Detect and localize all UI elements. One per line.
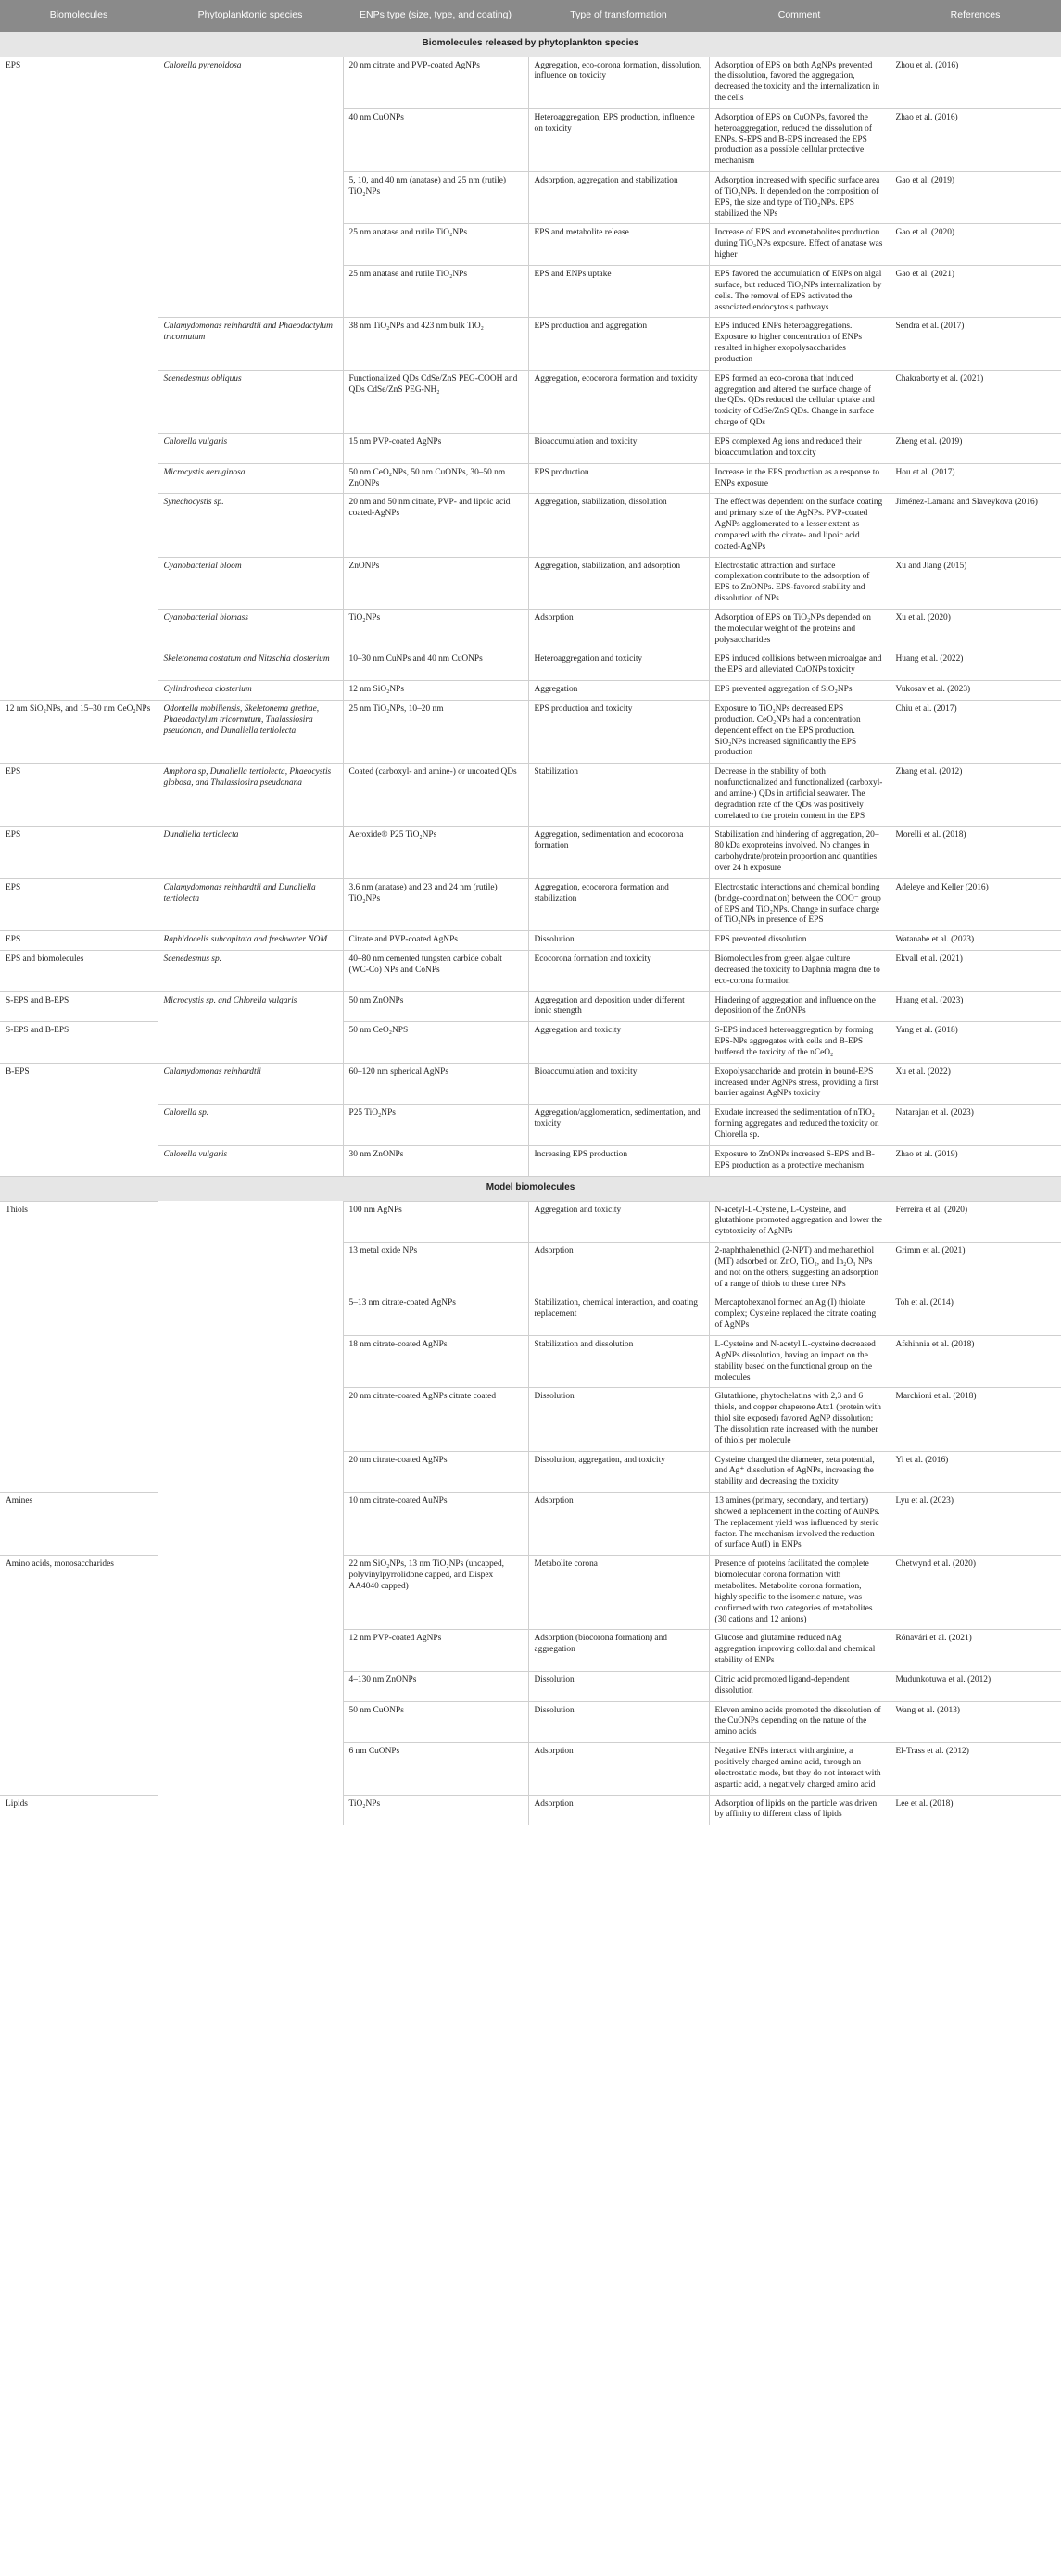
cell-enps-type: 20 nm and 50 nm citrate, PVP- and lipoic acid coated-AgNPs — [343, 494, 528, 557]
cell-comment: N-acetyl-L-Cysteine, L-Cysteine, and glutathione promoted aggregation and lower the cytotoxicity of AgNPs — [709, 1201, 890, 1243]
cell-comment: EPS induced ENPs heteroaggregations. Exposure to higher concentration of ENPs resulted in higher exopolysaccharides production — [709, 318, 890, 370]
cell-comment: Presence of proteins facilitated the complete biomolecular corona formation with metabolites. Metabolite corona formation, highly specific to the isomeric nature, was confirmed with two categories of metabolites (30 cations and 12 anions) — [709, 1556, 890, 1630]
cell-comment: Increase in the EPS production as a response to ENPs exposure — [709, 463, 890, 494]
cell-species: Microcystis aeruginosa — [158, 463, 343, 494]
cell-enps-type: 50 nm ZnONPs — [343, 991, 528, 1022]
cell-species: Chlorella pyrenoidosa — [158, 57, 343, 108]
cell-comment: Exposure to TiO₂NPs decreased EPS production. CeO₂NPs had a concentration dependent effect on the EPS production. SiO₂NPs increased significantly the EPS production — [709, 701, 890, 764]
cell-biomolecule: EPS — [0, 827, 158, 878]
cell-comment: Glutathione, phytochelatins with 2,3 and 6 thiols, and copper chaperone Atx1 (protein with thiol site exposed) favored AgNP dissolution; The dissolution rate increased with the number of thiols per molecule — [709, 1388, 890, 1451]
header-enps-type: ENPs type (size, type, and coating) — [343, 0, 528, 32]
table-header — [0, 0, 1061, 32]
table-row — [0, 1630, 1061, 1672]
cell-enps-type: 22 nm SiO₂NPs, 13 nm TiO₂NPs (uncapped, polyvinylpyrrolidone capped, and Dispex AA4040 capped) — [343, 1556, 528, 1630]
cell-biomolecule — [0, 370, 158, 433]
table-row — [0, 370, 1061, 433]
cell-reference: Rónavári et al. (2021) — [890, 1630, 1061, 1672]
cell-comment: Increase of EPS and exometabolites production during TiO₂NPs exposure. Effect of anatase was higher — [709, 224, 890, 266]
cell-transformation: Aggregation and toxicity — [528, 1201, 709, 1243]
cell-enps-type: Coated (carboxyl- and amine-) or uncoated QDs — [343, 764, 528, 827]
cell-transformation: Adsorption — [528, 1795, 709, 1825]
cell-enps-type: 18 nm citrate-coated AgNPs — [343, 1335, 528, 1387]
cell-transformation: Bioaccumulation and toxicity — [528, 1063, 709, 1105]
cell-comment: Citric acid promoted ligand-dependent dissolution — [709, 1671, 890, 1701]
cell-biomolecule: Amino acids, monosaccharides — [0, 1556, 158, 1630]
cell-transformation: Adsorption — [528, 1743, 709, 1795]
table-row — [0, 1388, 1061, 1451]
cell-species — [158, 1671, 343, 1701]
cell-comment: Adsorption of lipids on the particle was driven by affinity to different class of lipids — [709, 1795, 890, 1825]
cell-comment: 2-naphthalenethiol (2-NPT) and methanethiol (MT) adsorbed on ZnO, TiO₂, and In₂O₃ NPs and not on the others, suggesting an adsorption of a range of thiols to these three NPs — [709, 1243, 890, 1294]
table-row — [0, 1335, 1061, 1387]
cell-comment: Exposure to ZnONPs increased S-EPS and B-EPS production as a protective mechanism — [709, 1145, 890, 1176]
cell-transformation: Heteroaggregation and toxicity — [528, 650, 709, 681]
header-species: Phytoplanktonic species — [158, 0, 343, 32]
cell-biomolecule — [0, 108, 158, 171]
cell-enps-type: 40–80 nm cemented tungsten carbide cobalt (WC-Co) NPs and CoNPs — [343, 951, 528, 992]
cell-species: Cyanobacterial biomass — [158, 609, 343, 650]
cell-species: Scenedesmus obliquus — [158, 370, 343, 433]
cell-reference: Yang et al. (2018) — [890, 1022, 1061, 1064]
cell-enps-type: 4–130 nm ZnONPs — [343, 1671, 528, 1701]
cell-species: Skeletonema costatum and Nitzschia closterium — [158, 650, 343, 681]
cell-biomolecule: EPS — [0, 764, 158, 827]
table-row — [0, 1493, 1061, 1556]
cell-biomolecule — [0, 557, 158, 609]
cell-biomolecule: EPS — [0, 931, 158, 951]
cell-comment: EPS formed an eco-corona that induced aggregation and altered the surface charge of the QDs. QDs reduced the cellular uptake and toxicity of CdSe/ZnS QDs. Change in surface charge of QDs — [709, 370, 890, 433]
cell-transformation: Heteroaggregation, EPS production, influence on toxicity — [528, 108, 709, 171]
table-row — [0, 764, 1061, 827]
cell-biomolecule: Lipids — [0, 1795, 158, 1825]
cell-species: Chlamydomonas reinhardtii and Dunaliella tertiolecta — [158, 878, 343, 930]
cell-transformation: Aggregation and toxicity — [528, 1022, 709, 1064]
cell-biomolecule — [0, 172, 158, 224]
cell-enps-type: 10–30 nm CuNPs and 40 nm CuONPs — [343, 650, 528, 681]
cell-comment: EPS complexed Ag ions and reduced their bioaccumulation and toxicity — [709, 433, 890, 463]
cell-biomolecule: 12 nm SiO₂NPs, and 15–30 nm CeO₂NPs — [0, 701, 158, 764]
table-row — [0, 1022, 1061, 1064]
cell-enps-type: 50 nm CeO₂NPS — [343, 1022, 528, 1064]
cell-comment: Decrease in the stability of both nonfunctionalized and functionalized (carboxyl- and amine-) QDs in artificial seawater. The degradation rate of the QDs was positively correlated to the protein content in the EPS — [709, 764, 890, 827]
cell-comment: Mercaptohexanol formed an Ag (I) thiolate complex; Cysteine replaced the citrate coating of AgNPs — [709, 1294, 890, 1336]
cell-reference: Hou et al. (2017) — [890, 463, 1061, 494]
table-row — [0, 224, 1061, 266]
cell-transformation: Ecocorona formation and toxicity — [528, 951, 709, 992]
cell-biomolecule: EPS — [0, 57, 158, 108]
table-row — [0, 1201, 1061, 1243]
cell-species: Chlorella vulgaris — [158, 1145, 343, 1176]
cell-biomolecule — [0, 1243, 158, 1294]
cell-biomolecule — [0, 650, 158, 681]
cell-reference: Zhou et al. (2016) — [890, 57, 1061, 108]
cell-comment: Electrostatic interactions and chemical bonding (bridge-coordination) between the COO⁻ group of EPS and TiO₂NPs. Change in surface charge of TiO₂NPs in presence of EPS — [709, 878, 890, 930]
cell-transformation: Adsorption — [528, 1493, 709, 1556]
cell-enps-type: 12 nm PVP-coated AgNPs — [343, 1630, 528, 1672]
cell-biomolecule — [0, 318, 158, 370]
table-row — [0, 1451, 1061, 1493]
cell-enps-type: Aeroxide® P25 TiO₂NPs — [343, 827, 528, 878]
cell-biomolecule — [0, 1335, 158, 1387]
table-row — [0, 433, 1061, 463]
cell-reference: El-Trass et al. (2012) — [890, 1743, 1061, 1795]
table-body — [0, 32, 1061, 1825]
cell-transformation: Aggregation, stabilization, and adsorption — [528, 557, 709, 609]
cell-transformation: Stabilization and dissolution — [528, 1335, 709, 1387]
cell-biomolecule: EPS — [0, 878, 158, 930]
cell-species: Raphidocelis subcapitata and freshwater NOM — [158, 931, 343, 951]
table-row — [0, 878, 1061, 930]
cell-transformation: Increasing EPS production — [528, 1145, 709, 1176]
cell-reference: Toh et al. (2014) — [890, 1294, 1061, 1336]
cell-enps-type: 25 nm anatase and rutile TiO₂NPs — [343, 224, 528, 266]
cell-transformation: Dissolution, aggregation, and toxicity — [528, 1451, 709, 1493]
cell-transformation: Adsorption, aggregation and stabilization — [528, 172, 709, 224]
cell-reference: Lyu et al. (2023) — [890, 1493, 1061, 1556]
cell-reference: Marchioni et al. (2018) — [890, 1388, 1061, 1451]
cell-species — [158, 1243, 343, 1294]
cell-enps-type: 10 nm citrate-coated AuNPs — [343, 1493, 528, 1556]
cell-biomolecule — [0, 1743, 158, 1795]
cell-comment: EPS favored the accumulation of ENPs on algal surface, but reduced TiO₂NPs internalization by cells. The removal of EPS activated the associated endocytosis pathways — [709, 266, 890, 318]
cell-comment: Adsorption increased with specific surface area of TiO₂NPs. It depended on the composition of EPS, the size and type of TiO₂NPs. EPS stabilized the NPs — [709, 172, 890, 224]
table-row — [0, 1743, 1061, 1795]
cell-reference: Xu et al. (2020) — [890, 609, 1061, 650]
cell-species — [158, 1201, 343, 1243]
cell-enps-type: 12 nm SiO₂NPs — [343, 681, 528, 701]
cell-enps-type: ZnONPs — [343, 557, 528, 609]
cell-reference: Gao et al. (2019) — [890, 172, 1061, 224]
cell-biomolecule — [0, 1105, 158, 1146]
cell-reference: Xu and Jiang (2015) — [890, 557, 1061, 609]
cell-reference: Huang et al. (2023) — [890, 991, 1061, 1022]
section-title: Model biomolecules — [0, 1176, 1061, 1201]
cell-transformation: Dissolution — [528, 1701, 709, 1743]
header-row — [0, 0, 1061, 32]
cell-enps-type: 20 nm citrate-coated AgNPs citrate coated — [343, 1388, 528, 1451]
cell-enps-type: 13 metal oxide NPs — [343, 1243, 528, 1294]
cell-reference: Zhao et al. (2016) — [890, 108, 1061, 171]
cell-species: Chlamydomonas reinhardtii — [158, 1063, 343, 1105]
cell-transformation: Adsorption — [528, 609, 709, 650]
cell-reference: Natarajan et al. (2023) — [890, 1105, 1061, 1146]
table-row — [0, 266, 1061, 318]
cell-species: Cyanobacterial bloom — [158, 557, 343, 609]
cell-comment: L-Cysteine and N-acetyl L-cysteine decreased AgNPs dissolution, having an impact on the stability based on the functional group on the molecules — [709, 1335, 890, 1387]
table-row — [0, 1671, 1061, 1701]
section-header-row — [0, 32, 1061, 57]
cell-species — [158, 1556, 343, 1630]
cell-reference: Adeleye and Keller (2016) — [890, 878, 1061, 930]
cell-reference: Chakraborty et al. (2021) — [890, 370, 1061, 433]
cell-biomolecule — [0, 224, 158, 266]
cell-enps-type: 40 nm CuONPs — [343, 108, 528, 171]
cell-biomolecule: Amines — [0, 1493, 158, 1556]
section-title: Biomolecules released by phytoplankton species — [0, 32, 1061, 57]
cell-transformation: Stabilization — [528, 764, 709, 827]
table-row — [0, 951, 1061, 992]
cell-comment: Stabilization and hindering of aggregation, 20–80 kDa exoproteins involved. No changes in carbohydrate/protein proportion and quantities over 24 h exposure — [709, 827, 890, 878]
cell-species — [158, 266, 343, 318]
cell-transformation: EPS production and toxicity — [528, 701, 709, 764]
cell-reference: Zhao et al. (2019) — [890, 1145, 1061, 1176]
cell-reference: Morelli et al. (2018) — [890, 827, 1061, 878]
cell-comment: 13 amines (primary, secondary, and tertiary) showed a replacement in the coating of AuNPs. The replacement yield was influenced by steric factor. The mechanism involved the reduction of surface Au(I) in ENPs — [709, 1493, 890, 1556]
cell-biomolecule: B-EPS — [0, 1063, 158, 1105]
cell-enps-type: TiO₂NPs — [343, 1795, 528, 1825]
cell-comment: Exudate increased the sedimentation of nTiO₂ forming aggregates and reduced the toxicity on Chlorella sp. — [709, 1105, 890, 1146]
table-row — [0, 1701, 1061, 1743]
cell-comment: Adsorption of EPS on both AgNPs prevented the dissolution, favored the aggregation, decreased the toxicity and the internalization in the cells — [709, 57, 890, 108]
cell-comment: Eleven amino acids promoted the dissolution of the CuONPs depending on the nature of the amino acids — [709, 1701, 890, 1743]
cell-reference: Zheng et al. (2019) — [890, 433, 1061, 463]
cell-transformation: EPS and metabolite release — [528, 224, 709, 266]
cell-biomolecule — [0, 1671, 158, 1701]
cell-enps-type: 60–120 nm spherical AgNPs — [343, 1063, 528, 1105]
cell-species: Scenedesmus sp. — [158, 951, 343, 992]
cell-comment: Exopolysaccharide and protein in bound-EPS increased under AgNPs stress, providing a first barrier against AgNPs toxicity — [709, 1063, 890, 1105]
cell-transformation: Dissolution — [528, 1671, 709, 1701]
cell-species: Dunaliella tertiolecta — [158, 827, 343, 878]
cell-biomolecule: Thiols — [0, 1201, 158, 1243]
cell-comment: Adsorption of EPS on TiO₂NPs depended on the molecular weight of the proteins and polysaccharides — [709, 609, 890, 650]
cell-enps-type: Functionalized QDs CdSe/ZnS PEG-COOH and QDs CdSe/ZnS PEG-NH₂ — [343, 370, 528, 433]
cell-enps-type: 30 nm ZnONPs — [343, 1145, 528, 1176]
cell-species — [158, 1294, 343, 1336]
cell-enps-type: 6 nm CuONPs — [343, 1743, 528, 1795]
cell-reference: Mudunkotuwa et al. (2012) — [890, 1671, 1061, 1701]
table-row — [0, 1145, 1061, 1176]
table-row — [0, 1243, 1061, 1294]
cell-comment: Negative ENPs interact with arginine, a positively charged amino acid, through an electrostatic mode, but they do not interact with aspartic acid, a negatively charged amino acid — [709, 1743, 890, 1795]
table-row — [0, 650, 1061, 681]
cell-reference: Sendra et al. (2017) — [890, 318, 1061, 370]
cell-enps-type: Citrate and PVP-coated AgNPs — [343, 931, 528, 951]
cell-species — [158, 1630, 343, 1672]
cell-species — [158, 1701, 343, 1743]
table-row — [0, 172, 1061, 224]
cell-reference: Xu et al. (2022) — [890, 1063, 1061, 1105]
cell-reference: Chiu et al. (2017) — [890, 701, 1061, 764]
cell-reference: Jiménez-Lamana and Slaveykova (2016) — [890, 494, 1061, 557]
table-row — [0, 827, 1061, 878]
table-row — [0, 701, 1061, 764]
cell-comment: Cysteine changed the diameter, zeta potential, and Ag⁺ dissolution of AgNPs, increasing the stability and decreasing the toxicity — [709, 1451, 890, 1493]
cell-enps-type: 20 nm citrate-coated AgNPs — [343, 1451, 528, 1493]
cell-reference: Zhang et al. (2012) — [890, 764, 1061, 827]
cell-enps-type: 5, 10, and 40 nm (anatase) and 25 nm (rutile) TiO₂NPs — [343, 172, 528, 224]
cell-enps-type: 100 nm AgNPs — [343, 1201, 528, 1243]
cell-species — [158, 1388, 343, 1451]
cell-transformation: Aggregation/agglomeration, sedimentation, and toxicity — [528, 1105, 709, 1146]
cell-transformation: EPS and ENPs uptake — [528, 266, 709, 318]
cell-comment: Hindering of aggregation and influence on the deposition of the ZnONPs — [709, 991, 890, 1022]
table-row — [0, 318, 1061, 370]
cell-reference: Vukosav et al. (2023) — [890, 681, 1061, 701]
cell-transformation: Aggregation, stabilization, dissolution — [528, 494, 709, 557]
cell-biomolecule — [0, 1701, 158, 1743]
cell-reference: Afshinnia et al. (2018) — [890, 1335, 1061, 1387]
cell-transformation: Adsorption (biocorona formation) and aggregation — [528, 1630, 709, 1672]
cell-reference: Ekvall et al. (2021) — [890, 951, 1061, 992]
cell-transformation: Aggregation, eco-corona formation, dissolution, influence on toxicity — [528, 57, 709, 108]
cell-transformation: Aggregation, sedimentation and ecocorona formation — [528, 827, 709, 878]
table-row — [0, 1105, 1061, 1146]
cell-biomolecule — [0, 463, 158, 494]
cell-enps-type: 38 nm TiO₂NPs and 423 nm bulk TiO₂ — [343, 318, 528, 370]
cell-species — [158, 108, 343, 171]
table-row — [0, 1294, 1061, 1336]
table-row — [0, 991, 1061, 1022]
cell-biomolecule — [0, 1145, 158, 1176]
cell-biomolecule: S-EPS and B-EPS — [0, 991, 158, 1022]
cell-biomolecule — [0, 1451, 158, 1493]
table-row — [0, 609, 1061, 650]
cell-enps-type: TiO₂NPs — [343, 609, 528, 650]
cell-species: Chlorella sp. — [158, 1105, 343, 1146]
table-row — [0, 463, 1061, 494]
cell-enps-type: 25 nm anatase and rutile TiO₂NPs — [343, 266, 528, 318]
cell-reference: Gao et al. (2020) — [890, 224, 1061, 266]
cell-biomolecule — [0, 1294, 158, 1336]
cell-reference: Gao et al. (2021) — [890, 266, 1061, 318]
cell-comment: The effect was dependent on the surface coating and primary size of the AgNPs. PVP-coated AgNPs agglomerated to a lesser extent as compared with the citrate- and lipoic acid coated-AgNPs — [709, 494, 890, 557]
cell-enps-type: 15 nm PVP-coated AgNPs — [343, 433, 528, 463]
cell-enps-type: P25 TiO₂NPs — [343, 1105, 528, 1146]
cell-reference: Ferreira et al. (2020) — [890, 1201, 1061, 1243]
cell-transformation: Aggregation and deposition under different ionic strength — [528, 991, 709, 1022]
cell-transformation: Stabilization, chemical interaction, and coating replacement — [528, 1294, 709, 1336]
cell-biomolecule: EPS and biomolecules — [0, 951, 158, 992]
table-row — [0, 494, 1061, 557]
cell-reference: Huang et al. (2022) — [890, 650, 1061, 681]
cell-transformation: Dissolution — [528, 931, 709, 951]
header-biomolecules: Biomolecules — [0, 0, 158, 32]
table-row — [0, 1556, 1061, 1630]
cell-transformation: Aggregation, ecocorona formation and stabilization — [528, 878, 709, 930]
cell-transformation: Bioaccumulation and toxicity — [528, 433, 709, 463]
cell-enps-type: 50 nm CuONPs — [343, 1701, 528, 1743]
header-comment: Comment — [709, 0, 890, 32]
table-row — [0, 1063, 1061, 1105]
cell-comment: S-EPS induced heteroaggregation by forming EPS-NPs aggregates with cells and B-EPS buffered the toxicity of the nCeO₂ — [709, 1022, 890, 1064]
cell-comment: Adsorption of EPS on CuONPs, favored the heteroaggregation, reduced the dissolution of ENPs. S-EPS and B-EPS increased the EPS production as a possible cellular protective mechanism — [709, 108, 890, 171]
cell-reference: Lee et al. (2018) — [890, 1795, 1061, 1825]
cell-enps-type: 3.6 nm (anatase) and 23 and 24 nm (rutile) TiO₂NPs — [343, 878, 528, 930]
cell-biomolecule — [0, 1630, 158, 1672]
cell-species: Odontella mobiliensis, Skeletonema grethae, Phaeodactylum tricornutum, Thalassiosira pseudonan, and Dunaliella tertiolecta — [158, 701, 343, 764]
cell-species: Chlamydomonas reinhardtii and Phaeodactylum tricornutum — [158, 318, 343, 370]
table-row — [0, 557, 1061, 609]
cell-transformation: EPS production and aggregation — [528, 318, 709, 370]
header-transformation: Type of transformation — [528, 0, 709, 32]
cell-biomolecule — [0, 1388, 158, 1451]
cell-species: Amphora sp, Dunaliella tertiolecta, Phaeocystis globosa, and Thalassiosira pseudonana — [158, 764, 343, 827]
cell-transformation: Aggregation — [528, 681, 709, 701]
cell-biomolecule — [0, 266, 158, 318]
cell-species — [158, 1743, 343, 1795]
cell-species: Chlorella vulgaris — [158, 433, 343, 463]
cell-reference: Yi et al. (2016) — [890, 1451, 1061, 1493]
cell-comment: EPS induced collisions between microalgae and the EPS and alleviated CuONPs toxicity — [709, 650, 890, 681]
table-row — [0, 57, 1061, 108]
cell-species — [158, 224, 343, 266]
cell-species — [158, 1451, 343, 1493]
cell-enps-type: 5–13 nm citrate-coated AgNPs — [343, 1294, 528, 1336]
cell-enps-type: 20 nm citrate and PVP-coated AgNPs — [343, 57, 528, 108]
cell-comment: Electrostatic attraction and surface complexation contribute to the adsorption of EPS to ZnONPs. EPS-favored stability and dissolution of NPs — [709, 557, 890, 609]
cell-enps-type: 50 nm CeO₂NPs, 50 nm CuONPs, 30–50 nm ZnONPs — [343, 463, 528, 494]
cell-species — [158, 1493, 343, 1556]
cell-biomolecule — [0, 609, 158, 650]
cell-transformation: Dissolution — [528, 1388, 709, 1451]
cell-comment: EPS prevented dissolution — [709, 931, 890, 951]
cell-species — [158, 1335, 343, 1387]
cell-transformation: EPS production — [528, 463, 709, 494]
table-row — [0, 681, 1061, 701]
header-references: References — [890, 0, 1061, 32]
cell-comment: Biomolecules from green algae culture decreased the toxicity to Daphnia magna due to eco-corona formation — [709, 951, 890, 992]
cell-reference: Wang et al. (2013) — [890, 1701, 1061, 1743]
table-row — [0, 1795, 1061, 1825]
cell-enps-type: 25 nm TiO₂NPs, 10–20 nm — [343, 701, 528, 764]
cell-transformation: Adsorption — [528, 1243, 709, 1294]
cell-comment: EPS prevented aggregation of SiO₂NPs — [709, 681, 890, 701]
cell-reference: Watanabe et al. (2023) — [890, 931, 1061, 951]
cell-species — [158, 172, 343, 224]
cell-biomolecule — [0, 494, 158, 557]
cell-species: Synechocystis sp. — [158, 494, 343, 557]
cell-biomolecule: S-EPS and B-EPS — [0, 1022, 158, 1064]
cell-species: Cylindrotheca closterium — [158, 681, 343, 701]
cell-species: Microcystis sp. and Chlorella vulgaris — [158, 991, 343, 1022]
cell-transformation: Aggregation, ecocorona formation and toxicity — [528, 370, 709, 433]
cell-species — [158, 1795, 343, 1825]
cell-biomolecule — [0, 433, 158, 463]
table-row — [0, 931, 1061, 951]
table-row — [0, 108, 1061, 171]
cell-transformation: Metabolite corona — [528, 1556, 709, 1630]
cell-comment: Glucose and glutamine reduced nAg aggregation improving colloidal and chemical stability of ENPs — [709, 1630, 890, 1672]
cell-reference: Chetwynd et al. (2020) — [890, 1556, 1061, 1630]
cell-species — [158, 1022, 343, 1064]
section-header-row — [0, 1176, 1061, 1201]
cell-reference: Grimm et al. (2021) — [890, 1243, 1061, 1294]
cell-biomolecule — [0, 681, 158, 701]
